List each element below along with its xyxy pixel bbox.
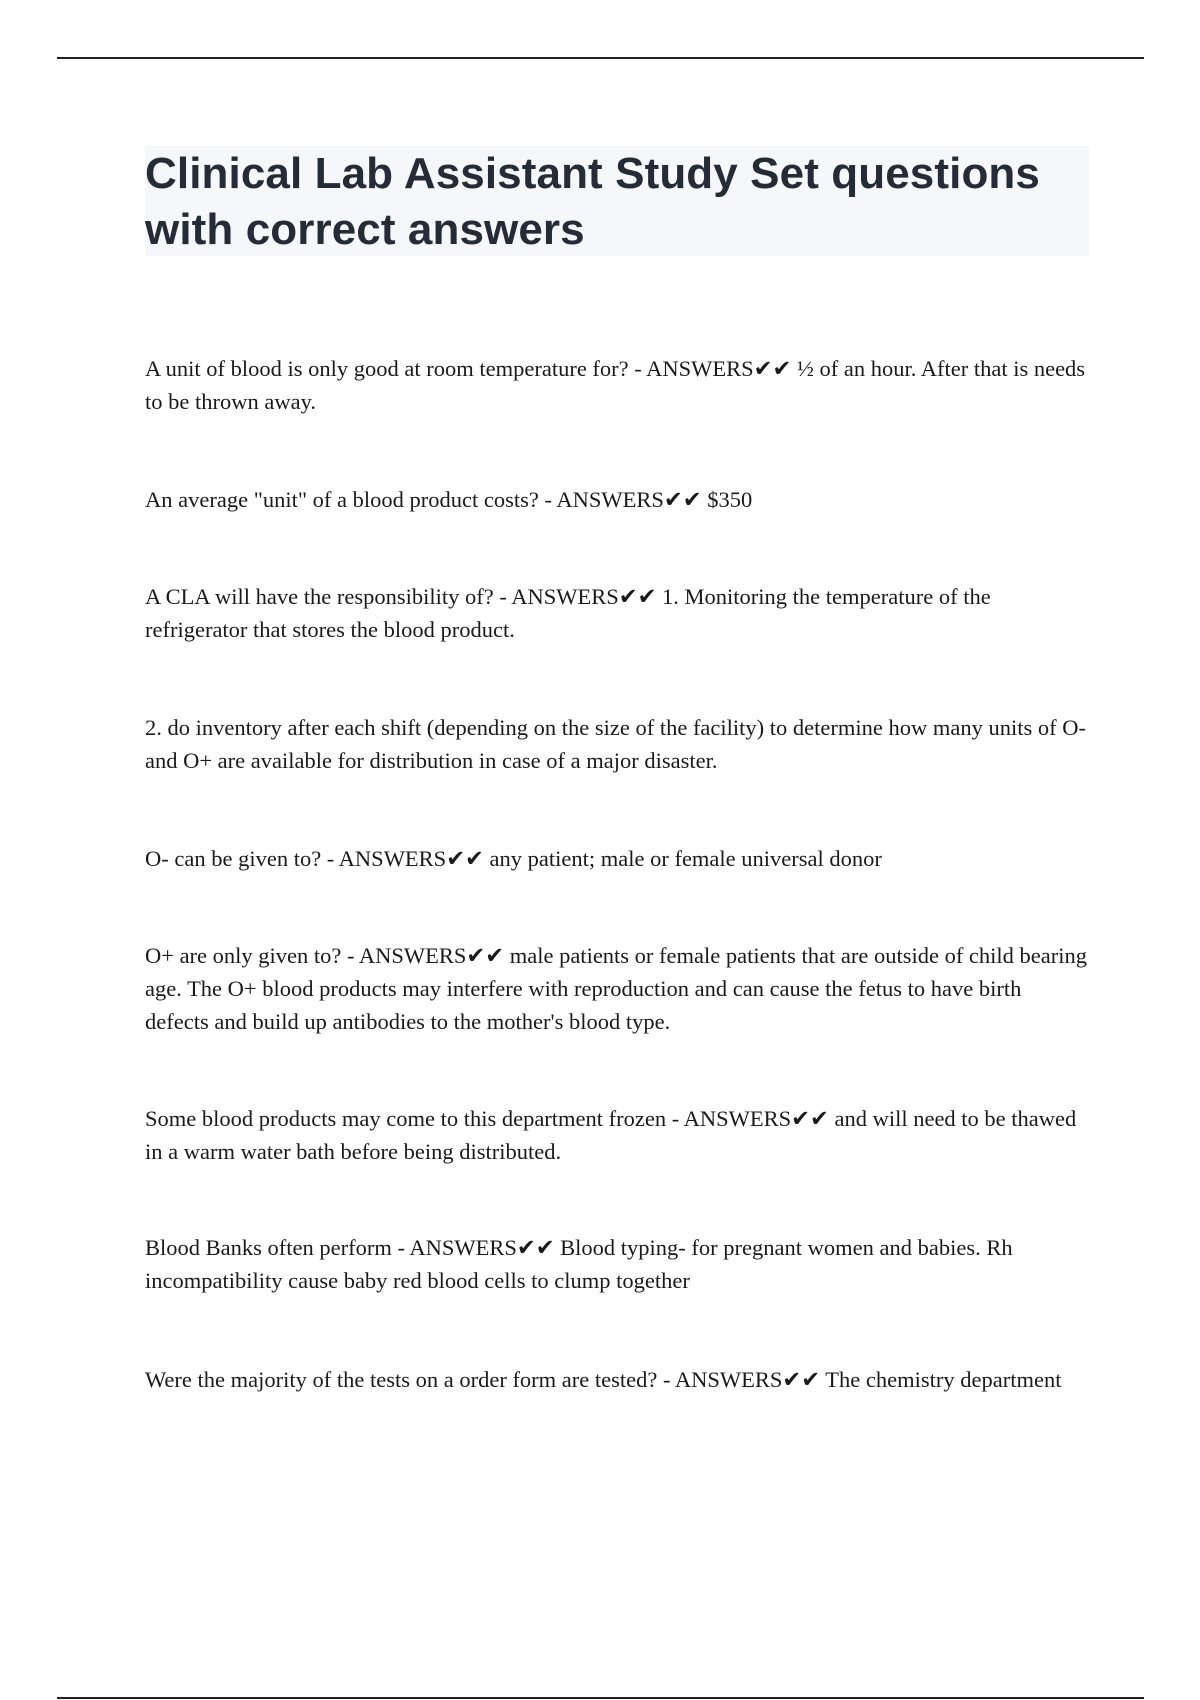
qa-item-2: An average "unit" of a blood product costs? - ANSWERS✔✔ $350 [145,487,753,512]
qa-item-6: O+ are only given to? - ANSWERS✔✔ male patients or female patients that are outside of child bearing age. The O+ blood products may interfere with reproduction and can cause the fetus to have birth defects and build up antibodies to the mother's blood type. [145,943,1088,1034]
qa-item-5: O- can be given to? - ANSWERS✔✔ any patient; male or female universal donor [145,846,882,871]
qa-item-7: Some blood products may come to this department frozen - ANSWERS✔✔ and will need to be thawed in a warm water bath before being distributed. [145,1106,1077,1164]
title-banner [145,146,1089,256]
top-divider [57,57,1144,59]
qa-item-8: Blood Banks often perform - ANSWERS✔✔ Blood typing- for pregnant women and babies. Rh incompatibility cause baby red blood cells to clump together [145,1235,1013,1293]
bottom-divider [57,1697,1144,1699]
qa-item-3: A CLA will have the responsibility of? - ANSWERS✔✔ 1. Monitoring the temperature of the refrigerator that stores the blood product. [145,584,991,642]
qa-item-9: Were the majority of the tests on a order form are tested? - ANSWERS✔✔ The chemistry department [145,1367,1062,1392]
document-title: Clinical Lab Assistant Study Set questions with correct answers [145,149,1040,254]
qa-item-4: 2. do inventory after each shift (depending on the size of the facility) to determine how many units of O- and O+ are available for distribution in case of a major disaster. [145,715,1086,773]
qa-item-1: A unit of blood is only good at room temperature for? - ANSWERS✔✔ ½ of an hour. After that is needs to be thrown away. [145,356,1086,414]
